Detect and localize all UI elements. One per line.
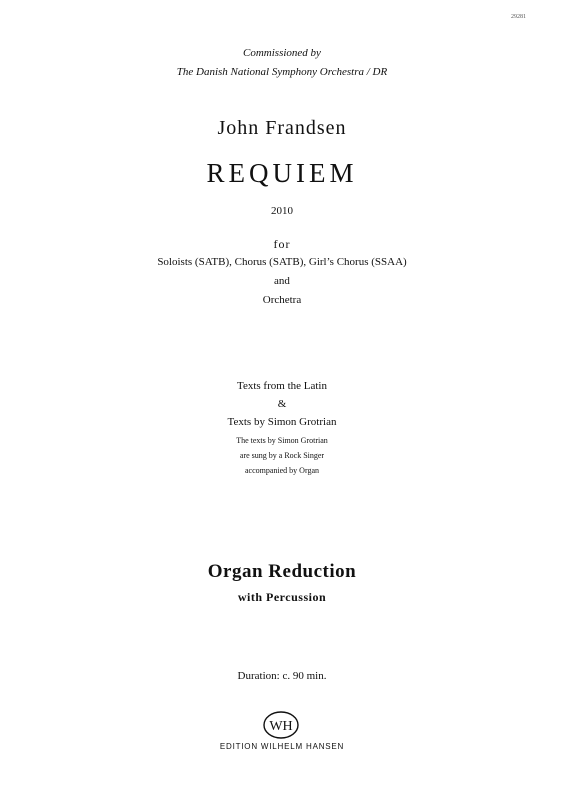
instrumentation-orchestra: Orchetra [262, 294, 302, 306]
instrumentation-forces: Soloists (SATB), Chorus (SATB), Girl’s Chorus (SSAA) [157, 256, 407, 268]
composer-name: John Frandsen [217, 117, 347, 139]
logo-text: WH [269, 719, 293, 734]
commissioner-name: The Danish National Symphony Orchestra / DR [176, 66, 388, 78]
instrumentation-for: for [273, 237, 291, 251]
texts-note-line-2: are sung by a Rock Singer [239, 451, 325, 460]
texts-ampersand: & [277, 398, 287, 410]
catalog-number: 29281 [511, 14, 526, 20]
duration: Duration: c. 90 min. [237, 670, 327, 682]
texts-note-line-1: The texts by Simon Grotrian [236, 436, 328, 445]
edition-title: Organ Reduction [207, 561, 357, 582]
composition-year: 2010 [271, 205, 293, 217]
texts-note-line-3: accompanied by Organ [244, 466, 320, 475]
wh-monogram-logo-icon [262, 710, 300, 740]
instrumentation-and: and [274, 275, 290, 287]
texts-latin: Texts from the Latin [237, 380, 327, 392]
texts-by-author: Texts by Simon Grotrian [227, 416, 337, 428]
commission-label: Commissioned by [243, 47, 321, 59]
work-title: REQUIEM [206, 158, 358, 188]
publisher-name: EDITION WILHELM HANSEN [219, 742, 345, 751]
edition-subtitle: with Percussion [237, 590, 327, 604]
